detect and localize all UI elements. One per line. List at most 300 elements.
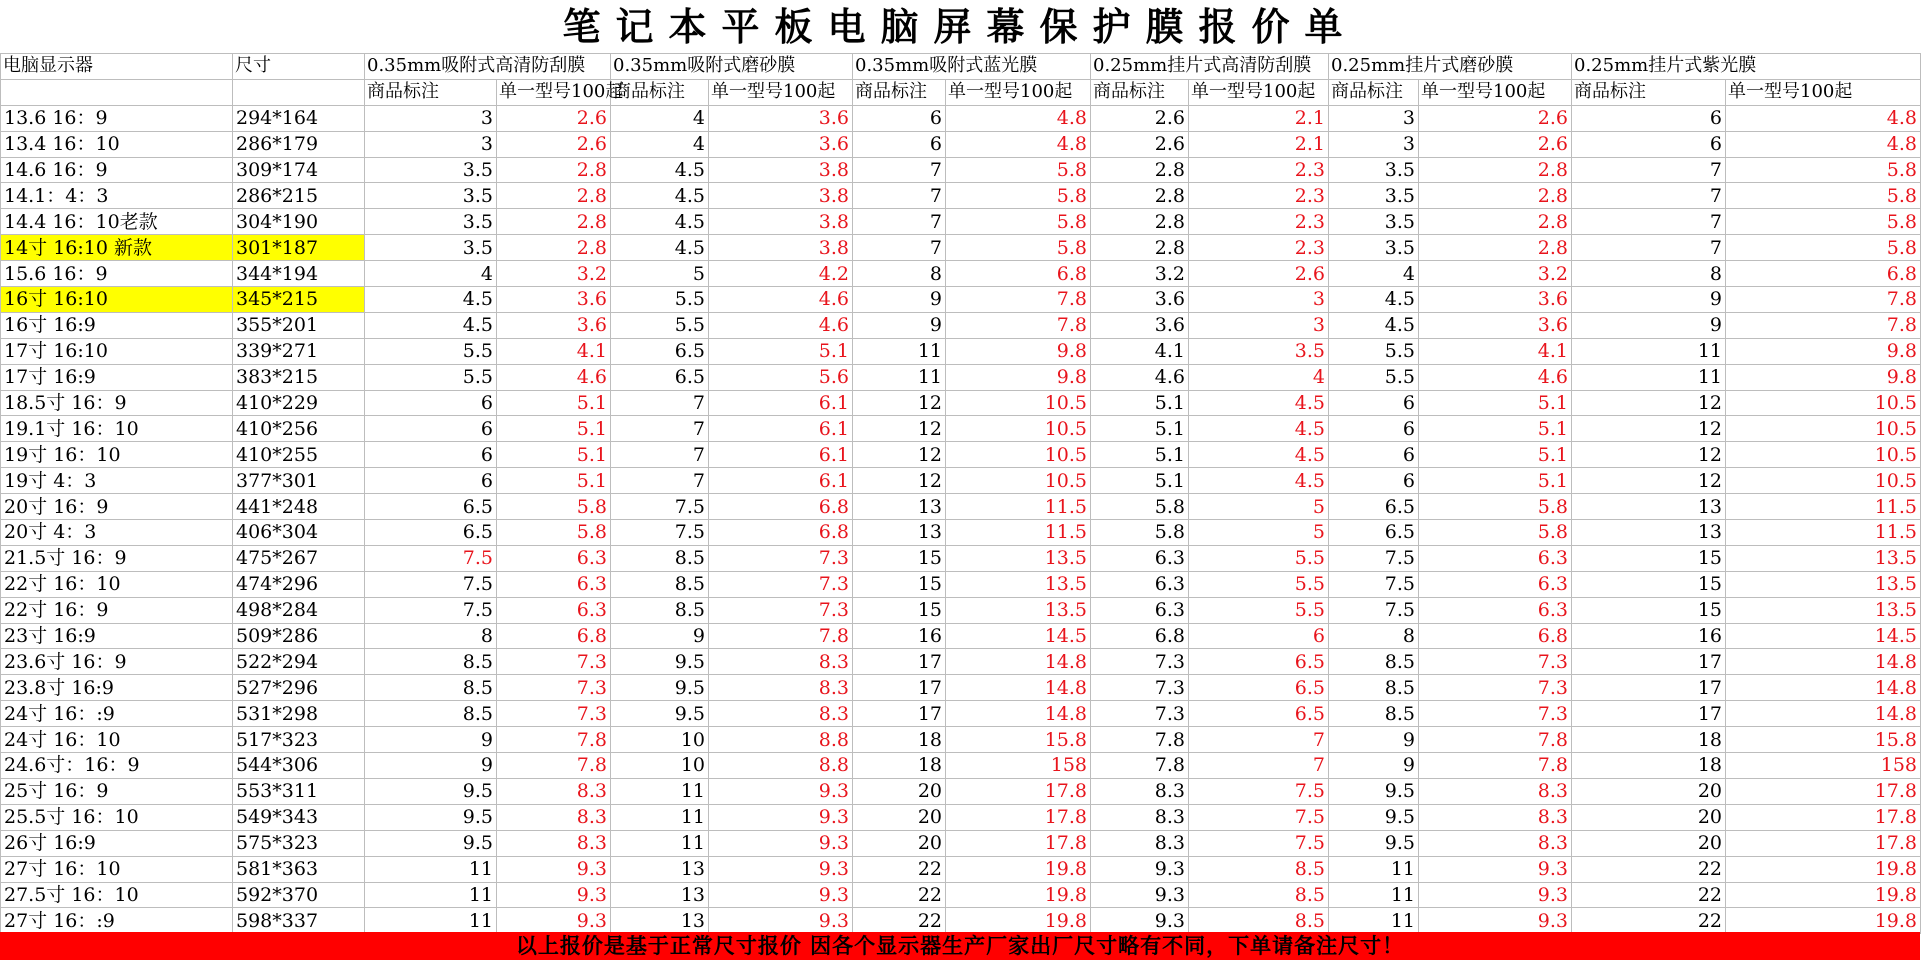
cell-price-min100: 9.3 (497, 908, 611, 934)
cell-price-min100: 3.8 (709, 209, 853, 235)
cell-model: 27寸 16：:9 (1, 908, 233, 934)
cell-price-min100: 158 (1726, 753, 1921, 779)
cell-price-min100: 8.3 (709, 675, 853, 701)
subheader-label-min: 单一型号100起 (1726, 79, 1921, 105)
cell-price-min100: 4.5 (1189, 390, 1329, 416)
cell-model: 19寸 16：10 (1, 442, 233, 468)
cell-price-min100: 7.3 (497, 701, 611, 727)
table-row (1, 312, 1921, 338)
cell-price-marked: 8.5 (1329, 701, 1419, 727)
cell-price-min100: 8.3 (1419, 830, 1572, 856)
cell-price-marked: 9.5 (1329, 830, 1419, 856)
cell-price-marked: 11 (1329, 882, 1419, 908)
cell-price-marked: 6 (1572, 105, 1726, 131)
cell-price-marked: 6 (1329, 442, 1419, 468)
cell-price-marked: 4.1 (1091, 338, 1189, 364)
cell-price-marked: 13 (853, 494, 946, 520)
cell-price-marked: 22 (853, 882, 946, 908)
cell-price-marked: 6 (365, 468, 497, 494)
cell-price-min100: 14.5 (946, 623, 1091, 649)
cell-price-marked: 7.8 (1091, 753, 1189, 779)
cell-price-marked: 17 (1572, 701, 1726, 727)
cell-price-marked: 7.3 (1091, 649, 1189, 675)
cell-price-marked: 17 (853, 649, 946, 675)
cell-price-min100: 7.3 (709, 545, 853, 571)
cell-price-min100: 7.8 (497, 753, 611, 779)
cell-price-min100: 4.5 (1189, 442, 1329, 468)
table-row (1, 261, 1921, 287)
cell-price-marked: 7 (611, 390, 709, 416)
footer-notice: 以上报价是基于正常尺寸报价 因各个显示器生产厂家出厂尺寸略有不同，下单请备注尺寸！ (0, 932, 1920, 960)
cell-price-min100: 17.8 (1726, 830, 1921, 856)
cell-model: 23.8寸 16:9 (1, 675, 233, 701)
cell-price-min100: 7.3 (709, 597, 853, 623)
cell-price-marked: 18 (853, 727, 946, 753)
cell-price-min100: 11.5 (946, 494, 1091, 520)
cell-price-marked: 9.5 (365, 778, 497, 804)
cell-price-marked: 4.6 (1091, 364, 1189, 390)
cell-price-marked: 4 (611, 131, 709, 157)
cell-price-marked: 3 (1329, 105, 1419, 131)
subheader-label-mark: 商品标注 (853, 79, 946, 105)
table-row (1, 623, 1921, 649)
cell-model: 18.5寸 16：9 (1, 390, 233, 416)
cell-price-marked: 12 (853, 390, 946, 416)
cell-price-marked: 11 (853, 338, 946, 364)
cell-price-min100: 5.8 (1419, 494, 1572, 520)
cell-price-min100: 4.6 (1419, 364, 1572, 390)
cell-price-min100: 8.5 (1189, 882, 1329, 908)
cell-model: 17寸 16:9 (1, 364, 233, 390)
cell-price-marked: 20 (853, 830, 946, 856)
cell-price-min100: 6.8 (946, 261, 1091, 287)
cell-price-min100: 8.3 (1419, 778, 1572, 804)
cell-price-min100: 14.8 (946, 675, 1091, 701)
table-row (1, 804, 1921, 830)
cell-price-min100: 3.6 (1419, 287, 1572, 313)
cell-price-marked: 13 (1572, 520, 1726, 546)
table-row (1, 597, 1921, 623)
cell-price-min100: 5.1 (497, 416, 611, 442)
cell-price-marked: 11 (611, 804, 709, 830)
cell-price-min100: 2.8 (1419, 183, 1572, 209)
cell-price-min100: 17.8 (946, 830, 1091, 856)
cell-price-marked: 20 (853, 778, 946, 804)
cell-model: 26寸 16:9 (1, 830, 233, 856)
cell-price-min100: 3 (1189, 287, 1329, 313)
cell-price-marked: 9.3 (1091, 882, 1189, 908)
cell-price-marked: 13 (1572, 494, 1726, 520)
cell-price-marked: 6 (365, 390, 497, 416)
cell-size: 592*370 (233, 882, 365, 908)
cell-price-min100: 5.8 (1726, 209, 1921, 235)
cell-size: 517*323 (233, 727, 365, 753)
cell-price-marked: 9 (853, 312, 946, 338)
cell-price-min100: 7.5 (1189, 830, 1329, 856)
cell-price-marked: 9.5 (1329, 804, 1419, 830)
cell-price-marked: 20 (853, 804, 946, 830)
table-row (1, 494, 1921, 520)
cell-price-min100: 7.3 (1419, 675, 1572, 701)
cell-size: 522*294 (233, 649, 365, 675)
cell-model: 22寸 16：10 (1, 571, 233, 597)
cell-price-min100: 2.3 (1189, 157, 1329, 183)
cell-price-min100: 4.6 (497, 364, 611, 390)
cell-price-min100: 3.2 (497, 261, 611, 287)
cell-price-min100: 2.8 (497, 157, 611, 183)
cell-price-min100: 5.8 (946, 183, 1091, 209)
cell-price-marked: 7.5 (1329, 545, 1419, 571)
cell-price-min100: 6.3 (1419, 571, 1572, 597)
cell-price-min100: 5.1 (1419, 442, 1572, 468)
cell-price-min100: 6.8 (497, 623, 611, 649)
header-group-4: 0.25mm挂片式高清防刮膜 (1091, 54, 1329, 80)
cell-price-marked: 9 (1572, 287, 1726, 313)
table-row (1, 649, 1921, 675)
cell-price-min100: 10.5 (1726, 468, 1921, 494)
table-row (1, 545, 1921, 571)
cell-price-min100: 7 (1189, 727, 1329, 753)
cell-price-marked: 7.5 (365, 571, 497, 597)
cell-price-marked: 4.5 (611, 157, 709, 183)
cell-price-min100: 10.5 (1726, 442, 1921, 468)
cell-model: 24.6寸：16：9 (1, 753, 233, 779)
cell-price-min100: 9.3 (709, 830, 853, 856)
cell-price-min100: 4.1 (497, 338, 611, 364)
cell-price-marked: 13 (853, 520, 946, 546)
cell-price-min100: 4.8 (946, 131, 1091, 157)
cell-price-marked: 6 (1329, 468, 1419, 494)
cell-price-min100: 9.3 (709, 908, 853, 934)
cell-price-min100: 4.8 (946, 105, 1091, 131)
cell-model: 20寸 16：9 (1, 494, 233, 520)
cell-price-marked: 3 (365, 131, 497, 157)
cell-price-min100: 7.8 (1726, 287, 1921, 313)
cell-price-min100: 4.8 (1726, 105, 1921, 131)
cell-price-marked: 9.5 (1329, 778, 1419, 804)
table-row (1, 778, 1921, 804)
cell-model: 16寸 16:10 (1, 287, 233, 313)
cell-price-marked: 6 (1572, 131, 1726, 157)
cell-price-marked: 8.5 (1329, 649, 1419, 675)
cell-price-min100: 7.8 (1419, 753, 1572, 779)
subheader-label-min: 单一型号100起 (1419, 79, 1572, 105)
cell-price-marked: 3 (1329, 131, 1419, 157)
table-row (1, 105, 1921, 131)
cell-price-min100: 9.3 (497, 882, 611, 908)
cell-price-marked: 7 (1572, 235, 1726, 261)
table-row (1, 830, 1921, 856)
cell-price-marked: 8.5 (611, 597, 709, 623)
cell-price-marked: 4 (1329, 261, 1419, 287)
cell-price-marked: 11 (1329, 908, 1419, 934)
cell-model: 14.6 16：9 (1, 157, 233, 183)
cell-price-marked: 5.8 (1091, 494, 1189, 520)
cell-size: 286*179 (233, 131, 365, 157)
cell-model: 13.6 16：9 (1, 105, 233, 131)
cell-price-min100: 14.8 (1726, 675, 1921, 701)
cell-price-min100: 9.3 (709, 804, 853, 830)
cell-price-marked: 9.3 (1091, 908, 1189, 934)
cell-price-marked: 2.8 (1091, 235, 1189, 261)
cell-price-marked: 20 (1572, 830, 1726, 856)
cell-model: 14.4 16：10老款 (1, 209, 233, 235)
cell-price-marked: 7 (611, 468, 709, 494)
cell-price-marked: 3.5 (1329, 157, 1419, 183)
cell-price-min100: 158 (946, 753, 1091, 779)
cell-size: 410*255 (233, 442, 365, 468)
header-group-6: 0.25mm挂片式紫光膜 (1572, 54, 1921, 80)
cell-price-marked: 11 (1329, 856, 1419, 882)
cell-price-min100: 3.8 (709, 235, 853, 261)
cell-price-marked: 5.1 (1091, 468, 1189, 494)
cell-price-min100: 2.6 (1419, 105, 1572, 131)
cell-price-min100: 8.3 (497, 830, 611, 856)
cell-model: 20寸 4：3 (1, 520, 233, 546)
cell-size: 441*248 (233, 494, 365, 520)
cell-price-marked: 4.5 (611, 209, 709, 235)
cell-price-min100: 11.5 (1726, 494, 1921, 520)
cell-price-min100: 2.3 (1189, 183, 1329, 209)
cell-price-min100: 4.1 (1419, 338, 1572, 364)
table-row (1, 390, 1921, 416)
cell-price-min100: 14.8 (1726, 701, 1921, 727)
cell-price-marked: 6.5 (365, 520, 497, 546)
cell-price-marked: 5.1 (1091, 442, 1189, 468)
cell-price-min100: 4.5 (1189, 468, 1329, 494)
cell-price-min100: 4 (1189, 364, 1329, 390)
cell-model: 15.6 16：9 (1, 261, 233, 287)
cell-price-marked: 9 (611, 623, 709, 649)
cell-price-marked: 8 (853, 261, 946, 287)
cell-price-min100: 5.8 (1419, 520, 1572, 546)
cell-price-marked: 12 (1572, 416, 1726, 442)
table-row (1, 364, 1921, 390)
cell-price-marked: 18 (1572, 753, 1726, 779)
cell-price-marked: 6.8 (1091, 623, 1189, 649)
cell-price-min100: 6.3 (497, 545, 611, 571)
cell-price-min100: 6.3 (497, 571, 611, 597)
cell-price-min100: 9.3 (709, 778, 853, 804)
cell-price-min100: 9.3 (709, 882, 853, 908)
subheader-label-mark: 商品标注 (1572, 79, 1726, 105)
cell-price-marked: 12 (853, 416, 946, 442)
cell-price-min100: 17.8 (1726, 804, 1921, 830)
cell-model: 23寸 16:9 (1, 623, 233, 649)
cell-size: 406*304 (233, 520, 365, 546)
cell-price-min100: 5.1 (497, 390, 611, 416)
cell-price-min100: 19.8 (946, 856, 1091, 882)
cell-price-marked: 11 (611, 830, 709, 856)
cell-price-min100: 5.8 (946, 235, 1091, 261)
cell-price-min100: 6.1 (709, 416, 853, 442)
cell-price-marked: 5.8 (1091, 520, 1189, 546)
cell-price-marked: 7 (853, 183, 946, 209)
cell-model: 27.5寸 16：10 (1, 882, 233, 908)
cell-price-marked: 2.8 (1091, 157, 1189, 183)
cell-size: 304*190 (233, 209, 365, 235)
cell-price-min100: 7.3 (1419, 701, 1572, 727)
cell-price-marked: 12 (1572, 442, 1726, 468)
cell-model: 14寸 16:10 新款 (1, 235, 233, 261)
cell-model: 25.5寸 16：10 (1, 804, 233, 830)
cell-price-min100: 5.8 (497, 520, 611, 546)
cell-price-min100: 5.1 (1419, 468, 1572, 494)
cell-price-min100: 3.8 (709, 157, 853, 183)
table-row (1, 416, 1921, 442)
subheader-label-min: 单一型号100起 (497, 79, 611, 105)
header-size: 尺寸 (233, 54, 365, 80)
cell-price-marked: 12 (1572, 390, 1726, 416)
cell-price-min100: 11.5 (1726, 520, 1921, 546)
cell-price-marked: 22 (1572, 882, 1726, 908)
cell-price-marked: 6.3 (1091, 597, 1189, 623)
cell-price-marked: 15 (1572, 571, 1726, 597)
cell-price-min100: 2.8 (1419, 235, 1572, 261)
cell-price-marked: 8.5 (611, 545, 709, 571)
cell-price-marked: 9.5 (365, 804, 497, 830)
cell-price-min100: 13.5 (946, 545, 1091, 571)
cell-price-min100: 19.8 (1726, 882, 1921, 908)
cell-price-min100: 5.1 (497, 468, 611, 494)
cell-price-min100: 8.5 (1189, 908, 1329, 934)
cell-price-marked: 7 (853, 209, 946, 235)
cell-price-min100: 5.6 (709, 364, 853, 390)
cell-price-min100: 4.8 (1726, 131, 1921, 157)
table-row (1, 157, 1921, 183)
cell-price-marked: 11 (365, 882, 497, 908)
cell-price-marked: 8.3 (1091, 830, 1189, 856)
cell-price-min100: 6.8 (709, 520, 853, 546)
cell-price-marked: 6.3 (1091, 571, 1189, 597)
cell-price-min100: 15.8 (946, 727, 1091, 753)
cell-price-marked: 4 (611, 105, 709, 131)
cell-price-marked: 7 (1572, 157, 1726, 183)
cell-price-min100: 5.1 (1419, 416, 1572, 442)
header-group-5: 0.25mm挂片式磨砂膜 (1329, 54, 1572, 80)
cell-price-marked: 11 (1572, 338, 1726, 364)
cell-size: 498*284 (233, 597, 365, 623)
cell-price-marked: 9.5 (611, 701, 709, 727)
table-row (1, 701, 1921, 727)
cell-price-min100: 9.8 (1726, 338, 1921, 364)
cell-price-min100: 2.8 (1419, 157, 1572, 183)
cell-price-marked: 13 (611, 882, 709, 908)
price-table (0, 53, 1921, 934)
subheader-label-min: 单一型号100起 (709, 79, 853, 105)
cell-size: 344*194 (233, 261, 365, 287)
subheader-label-mark: 商品标注 (365, 79, 497, 105)
cell-price-marked: 3.5 (365, 157, 497, 183)
cell-price-marked: 6.5 (365, 494, 497, 520)
cell-size: 355*201 (233, 312, 365, 338)
cell-price-min100: 2.3 (1189, 235, 1329, 261)
cell-price-marked: 22 (853, 856, 946, 882)
cell-price-min100: 4.5 (1189, 416, 1329, 442)
cell-price-min100: 10.5 (946, 468, 1091, 494)
cell-price-min100: 6.8 (1419, 623, 1572, 649)
cell-price-min100: 14.8 (1726, 649, 1921, 675)
cell-price-min100: 7.8 (497, 727, 611, 753)
cell-size: 286*215 (233, 183, 365, 209)
cell-price-marked: 7.5 (1329, 571, 1419, 597)
cell-price-min100: 17.8 (1726, 778, 1921, 804)
table-row (1, 235, 1921, 261)
cell-price-min100: 6.8 (1726, 261, 1921, 287)
cell-price-min100: 6 (1189, 623, 1329, 649)
cell-price-min100: 7.5 (1189, 804, 1329, 830)
cell-price-marked: 2.6 (1091, 105, 1189, 131)
table-row (1, 442, 1921, 468)
cell-price-min100: 7.8 (1726, 312, 1921, 338)
cell-price-min100: 5.1 (709, 338, 853, 364)
cell-price-marked: 11 (365, 908, 497, 934)
cell-price-min100: 5.1 (1419, 390, 1572, 416)
cell-price-marked: 2.8 (1091, 209, 1189, 235)
cell-model: 17寸 16:10 (1, 338, 233, 364)
cell-price-marked: 12 (853, 468, 946, 494)
cell-price-min100: 5 (1189, 494, 1329, 520)
cell-price-marked: 6 (365, 416, 497, 442)
cell-size: 345*215 (233, 287, 365, 313)
cell-price-marked: 10 (611, 727, 709, 753)
cell-price-min100: 2.8 (497, 183, 611, 209)
cell-price-min100: 14.5 (1726, 623, 1921, 649)
cell-size: 410*229 (233, 390, 365, 416)
cell-price-min100: 11.5 (946, 520, 1091, 546)
cell-price-min100: 14.8 (946, 649, 1091, 675)
cell-price-marked: 9.3 (1091, 856, 1189, 882)
cell-price-marked: 5.1 (1091, 416, 1189, 442)
cell-price-marked: 18 (1572, 727, 1726, 753)
cell-price-marked: 9 (853, 287, 946, 313)
cell-price-min100: 5.5 (1189, 571, 1329, 597)
cell-size: 339*271 (233, 338, 365, 364)
cell-price-min100: 6.1 (709, 390, 853, 416)
cell-price-marked: 2.6 (1091, 131, 1189, 157)
cell-price-marked: 3.6 (1091, 287, 1189, 313)
cell-price-marked: 8.3 (1091, 804, 1189, 830)
cell-price-min100: 7.5 (1189, 778, 1329, 804)
cell-price-min100: 9.8 (1726, 364, 1921, 390)
cell-price-min100: 5 (1189, 520, 1329, 546)
cell-price-min100: 19.8 (1726, 908, 1921, 934)
cell-price-min100: 6.3 (1419, 597, 1572, 623)
cell-price-marked: 8.5 (1329, 675, 1419, 701)
cell-price-marked: 8.5 (365, 675, 497, 701)
cell-price-marked: 5.5 (611, 287, 709, 313)
cell-price-min100: 8.3 (497, 778, 611, 804)
cell-price-marked: 20 (1572, 778, 1726, 804)
cell-size: 544*306 (233, 753, 365, 779)
cell-price-marked: 22 (853, 908, 946, 934)
cell-price-min100: 7.8 (1419, 727, 1572, 753)
cell-price-min100: 2.8 (497, 209, 611, 235)
cell-price-marked: 5.5 (1329, 364, 1419, 390)
cell-price-marked: 8 (1572, 261, 1726, 287)
cell-price-min100: 7.3 (709, 571, 853, 597)
cell-price-min100: 7 (1189, 753, 1329, 779)
cell-size: 549*343 (233, 804, 365, 830)
subheader-blank (233, 79, 365, 105)
subheader-label-mark: 商品标注 (1091, 79, 1189, 105)
cell-price-marked: 6.5 (1329, 520, 1419, 546)
cell-size: 474*296 (233, 571, 365, 597)
cell-size: 581*363 (233, 856, 365, 882)
cell-price-min100: 5.5 (1189, 597, 1329, 623)
cell-price-marked: 7.3 (1091, 701, 1189, 727)
cell-price-marked: 3.2 (1091, 261, 1189, 287)
